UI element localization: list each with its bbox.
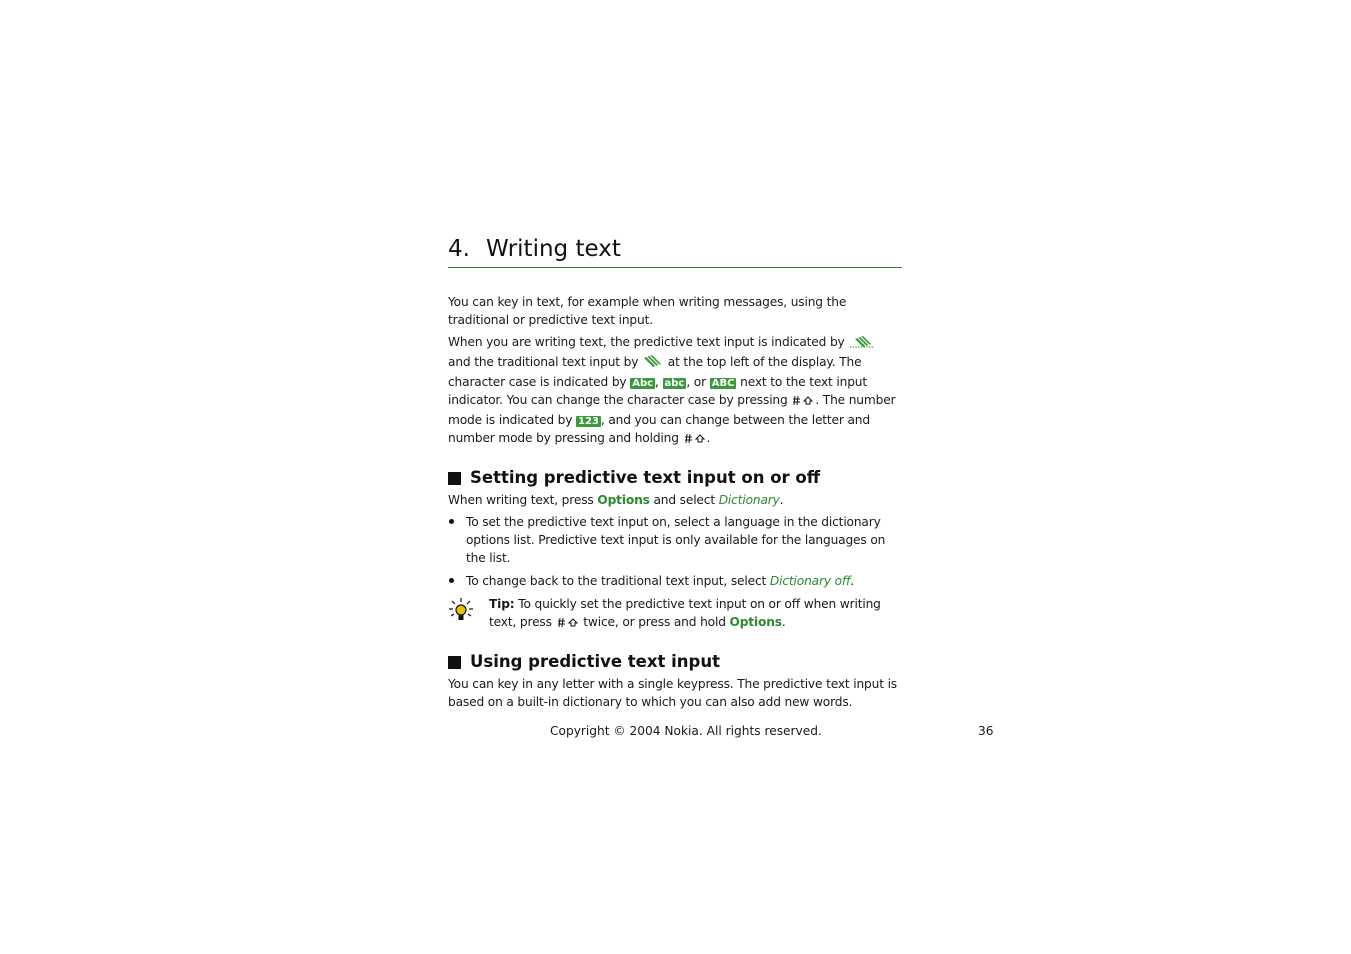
section1-lead [448, 491, 902, 509]
section1-bullets [448, 513, 902, 590]
text-run: , [655, 375, 659, 389]
list-item [448, 513, 902, 567]
number-mode-icon: 123 [578, 416, 599, 427]
section-square-icon [448, 656, 461, 669]
text-run: , or [686, 375, 706, 389]
list-item [448, 572, 902, 590]
hash-key-icon [557, 615, 579, 633]
chapter-number: 4. [448, 236, 470, 262]
indicator-paragraph [448, 333, 902, 449]
text-run: When you are writing text, the predictive text input is indicated by [448, 335, 845, 349]
text-run: next to the text input indicator. You can change the character case by pressing [448, 375, 867, 407]
bullet-icon [449, 519, 454, 524]
dictionary-menu-label: Dictionary [718, 493, 780, 507]
section-heading-setting [448, 467, 902, 489]
text-run: . [781, 615, 786, 629]
list-item-text: To change back to the traditional text input, select [466, 574, 767, 588]
page-content [448, 234, 902, 711]
page-number: 36 [978, 724, 994, 738]
text-run: and the traditional text input by [448, 355, 639, 369]
lower-case-icon: abc [664, 378, 685, 389]
text-run: When writing text, press [448, 493, 594, 507]
text-run: . [779, 493, 784, 507]
sentence-case-icon: Abc [632, 378, 654, 389]
upper-case-icon: ABC [711, 378, 735, 389]
section-heading-text: Setting predictive text input on or off [470, 468, 821, 487]
tip-label: Tip: [489, 597, 515, 611]
text-run: . [850, 574, 854, 588]
lightbulb-icon [448, 595, 489, 633]
list-item-text: To set the predictive text input on, select a language in the dictionary options list. Predictive text input is only available for the languages on the list. [466, 515, 886, 565]
text-run: . [706, 431, 711, 445]
tip-block [448, 595, 902, 633]
predictive-input-icon [849, 335, 875, 353]
options-softkey-label: Options [729, 615, 782, 629]
tip-text [489, 595, 902, 633]
section-heading-text: Using predictive text input [470, 652, 720, 671]
bullet-icon [449, 578, 454, 583]
section-square-icon [448, 472, 461, 485]
chapter-divider [448, 267, 902, 268]
section-heading-using [448, 651, 902, 673]
text-run: at the top left of the display. The character case is indicated by [448, 355, 862, 389]
hash-key-icon [684, 431, 706, 449]
text-run: , and you can change between the letter and number mode by pressing and holding [448, 413, 870, 445]
traditional-input-icon [643, 355, 663, 373]
text-run: . The number mode is indicated by [448, 393, 896, 427]
options-softkey-label: Options [597, 493, 650, 507]
chapter-title [448, 234, 902, 264]
section2-body: You can key in any letter with a single keypress. The predictive text input is based on a built-in dictionary to which you can also add new words. [448, 677, 898, 709]
chapter-title-text: Writing text [486, 236, 621, 262]
text-run: To quickly set the predictive text input on or off when writing text, press [489, 597, 881, 629]
intro-paragraph: You can key in text, for example when writing messages, using the traditional or predictive text input. [448, 295, 847, 327]
copyright-notice: Copyright © 2004 Nokia. All rights reserved. [550, 724, 822, 738]
hash-key-icon [792, 393, 814, 411]
text-run: and select [653, 493, 715, 507]
dictionary-off-label: Dictionary off [769, 574, 851, 588]
text-run: twice, or press and hold [583, 615, 726, 629]
